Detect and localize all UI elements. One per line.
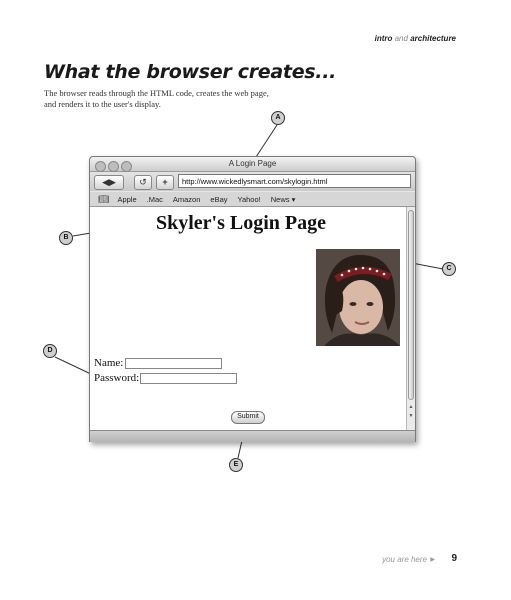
profile-photo: [316, 249, 400, 346]
browser-titlebar: [90, 157, 415, 172]
leader-a: [256, 125, 277, 157]
header-section-intro: intro: [374, 34, 393, 43]
bookmarks-book-icon[interactable]: 📖︎: [98, 194, 110, 204]
scroll-up-icon[interactable]: ▲: [408, 404, 414, 410]
running-header: [375, 34, 456, 43]
password-label: Password:: [94, 372, 140, 384]
callout-e: E: [229, 458, 243, 472]
callout-a: A: [271, 111, 285, 125]
back-forward-button[interactable]: [94, 175, 124, 190]
bookmark-ebay[interactable]: eBay: [210, 195, 228, 204]
browser-status-bar: [90, 430, 415, 442]
section-heading: What the browser creates...: [44, 61, 337, 83]
intro-paragraph: The browser reads through the HTML code, creates the web page, and renders it to the user's display.: [44, 88, 269, 109]
you-are-here-label: you are here: [382, 555, 427, 564]
page-content: [90, 207, 406, 430]
bookmark-apple[interactable]: Apple: [117, 195, 137, 204]
profile-photo-drawing: [316, 249, 400, 346]
page-number: 9: [451, 553, 457, 564]
bookmark-news[interactable]: News ▾: [270, 195, 296, 204]
header-section-architecture: architecture: [410, 34, 456, 43]
header-and: and: [394, 34, 408, 43]
add-bookmark-button[interactable]: [156, 175, 174, 190]
callout-d: D: [43, 344, 57, 358]
browser-window-title: A Login Page: [228, 159, 277, 168]
bookmark-amazon[interactable]: Amazon: [172, 195, 201, 204]
name-label: Name:: [94, 357, 124, 369]
address-bar[interactable]: http://www.wickedlysmart.com/skylogin.html: [178, 174, 411, 188]
callout-c: C: [442, 262, 456, 276]
bookmark-mac[interactable]: .Mac: [146, 195, 163, 204]
back-arrow-icon[interactable]: ◀: [102, 177, 109, 187]
password-input[interactable]: [140, 373, 237, 384]
login-page-title: Skyler's Login Page: [156, 212, 327, 234]
triangle-right-icon: ▶: [430, 557, 435, 563]
name-input[interactable]: [125, 358, 222, 369]
reload-icon: ↺: [139, 177, 147, 187]
reload-button[interactable]: [134, 175, 152, 190]
browser-window: [89, 156, 416, 442]
leader-d: [55, 357, 93, 375]
bookmark-yahoo[interactable]: Yahoo!: [237, 195, 261, 204]
scrollbar-thumb[interactable]: [408, 210, 414, 400]
submit-button[interactable]: Submit: [231, 411, 265, 424]
bookmarks-bar: [90, 192, 415, 207]
forward-arrow-icon[interactable]: ▶: [109, 177, 116, 187]
browser-toolbar: [90, 172, 415, 191]
callout-b: B: [59, 231, 73, 245]
vertical-scrollbar[interactable]: [406, 207, 415, 430]
scroll-down-icon[interactable]: ▼: [408, 413, 414, 419]
plus-icon: +: [162, 177, 168, 187]
